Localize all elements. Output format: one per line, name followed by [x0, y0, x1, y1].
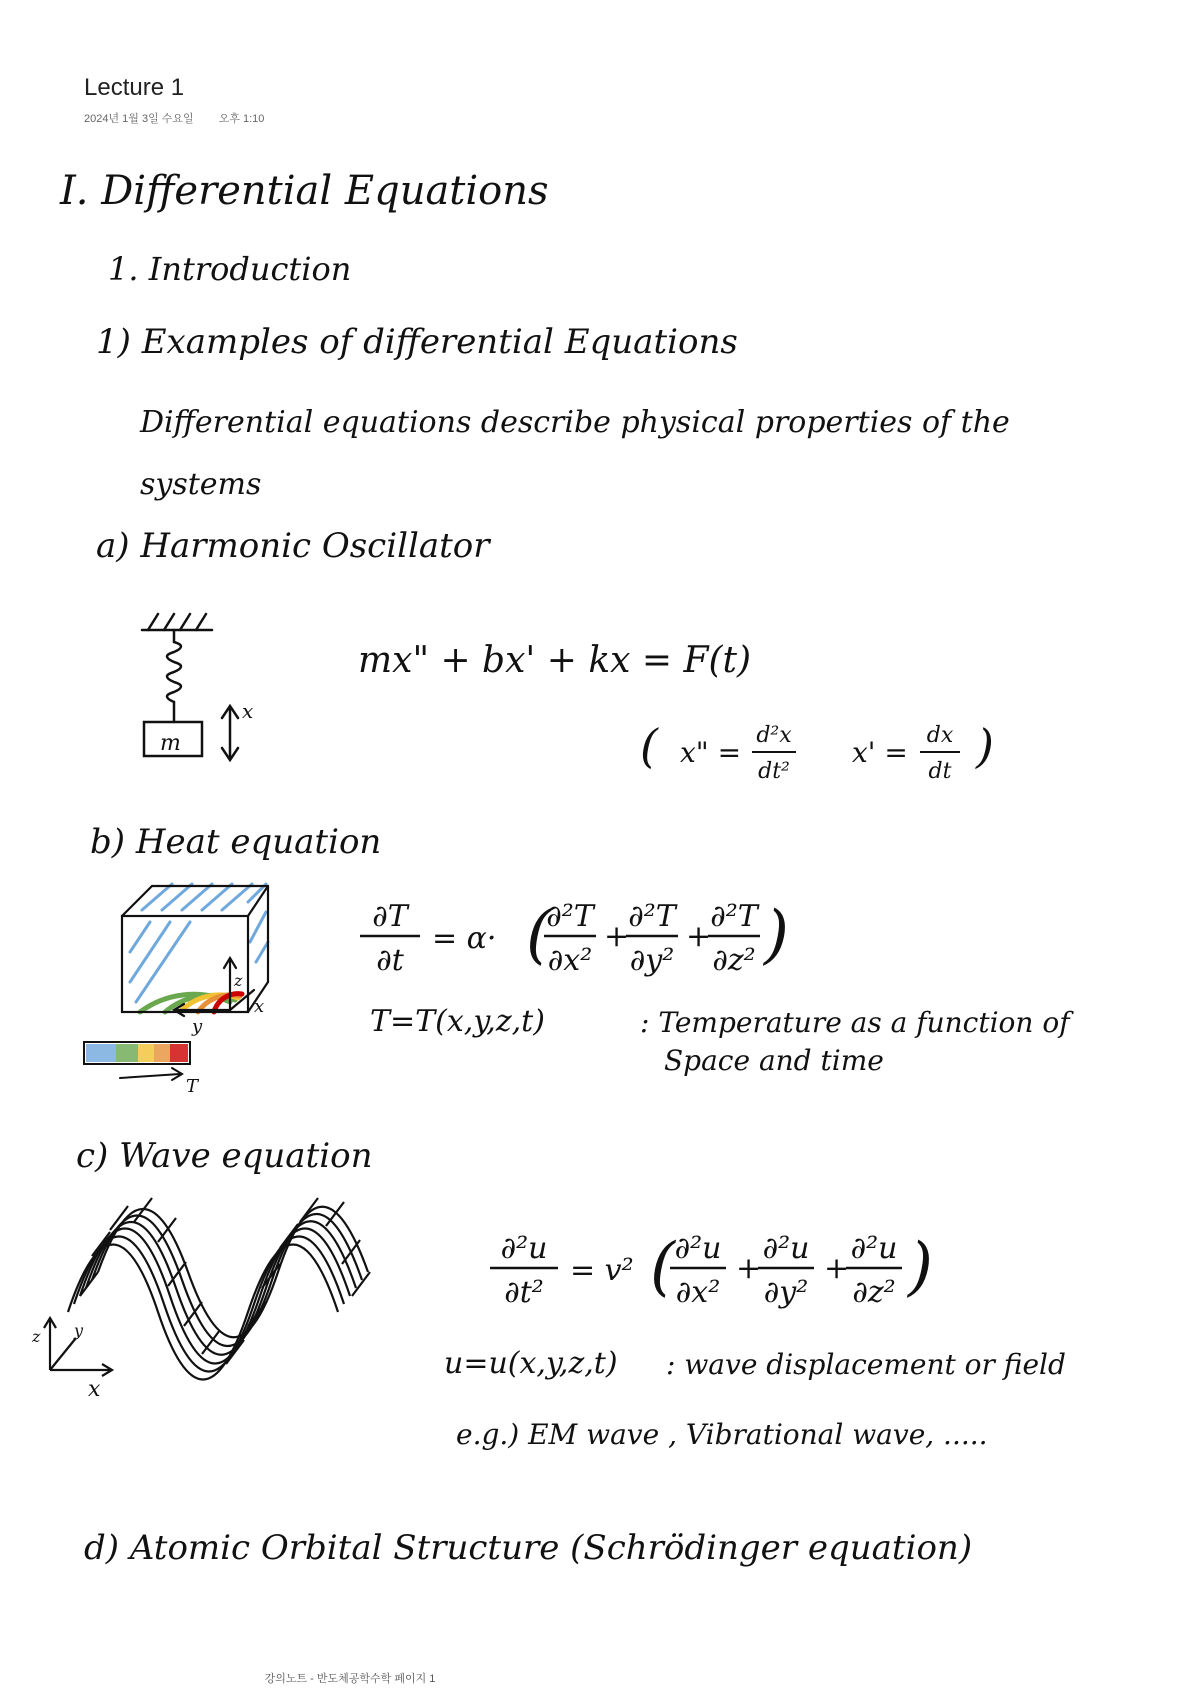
axis-y-label: y [192, 1016, 203, 1037]
heat-t2-den: ∂y² [629, 943, 675, 978]
heat-description-line1: : Temperature as a function of [640, 1006, 1070, 1039]
svg-text:+: + [604, 919, 630, 954]
axis-x-label: x [242, 699, 254, 723]
wave-lhs-den: ∂t² [504, 1275, 544, 1310]
spring-mass-diagram [130, 600, 270, 770]
chapter-heading: I. Differential Equations [60, 168, 549, 214]
heat-lhs-den: ∂t [376, 943, 404, 978]
cube-edge-tl [122, 886, 152, 916]
heat-t3-num: ∂²T [710, 899, 758, 934]
svg-text:+: + [686, 919, 712, 954]
svg-text:): ) [764, 898, 789, 972]
hatch-4 [196, 614, 206, 630]
wave-description: : wave displacement or field [666, 1348, 1066, 1381]
page-footer: 강의노트 - 반도체공학수학 페이지 1 [264, 1673, 436, 1685]
wave-equation [480, 1214, 1000, 1324]
wave-axis-y-label: y [74, 1321, 84, 1340]
heat-definition: T=T(x,y,z,t) [370, 1004, 545, 1039]
wave-mesh [68, 1198, 370, 1380]
wave-surface-diagram [30, 1186, 400, 1406]
heat-t2-num: ∂²T [628, 899, 676, 934]
wave-t1-num: ∂²u [674, 1231, 722, 1266]
heat-t1-num: ∂²T [546, 899, 594, 934]
x1-lhs: x' = [852, 736, 908, 769]
heat-heading: b) Heat equation [90, 822, 382, 862]
wave-t1-den: ∂x² [675, 1275, 721, 1310]
x1-denominator: dt [928, 759, 952, 784]
subsection-heading: 1) Examples of differential Equations [96, 322, 738, 362]
heat-equation [350, 882, 830, 992]
harmonic-heading: a) Harmonic Oscillator [96, 526, 490, 566]
time-text: 오후 1:10 [218, 113, 265, 125]
wave-heading: c) Wave equation [76, 1136, 373, 1176]
wave-axis-z-label: z [32, 1327, 41, 1346]
heat-equals-alpha: = α· [432, 921, 497, 956]
hatch-3 [180, 614, 190, 630]
scale-label: T [186, 1076, 199, 1097]
x2-denominator: dt² [758, 759, 790, 784]
svg-text:): ) [908, 1230, 933, 1304]
atomic-heading: d) Atomic Orbital Structure (Schrödinger equation) [84, 1528, 973, 1568]
x1-numerator: dx [926, 723, 954, 748]
section-heading: 1. Introduction [108, 250, 352, 288]
hatch-1 [148, 614, 158, 630]
x2-numerator: d²x [756, 723, 792, 748]
wave-axis-x-label: x [88, 1377, 101, 1402]
mass-label: m [160, 731, 181, 756]
svg-text:+: + [824, 1251, 850, 1286]
wave-t2-num: ∂²u [762, 1231, 810, 1266]
date-text: 2024년 1월 3일 수요일 [84, 113, 194, 125]
wave-t2-den: ∂y² [763, 1275, 809, 1310]
wave-t3-num: ∂²u [850, 1231, 898, 1266]
wave-examples: e.g.) EM wave , Vibrational wave, ..... [456, 1418, 988, 1451]
wave-equals-v: = v² [570, 1253, 634, 1288]
spring-coil [167, 642, 181, 702]
page-timestamp [84, 110, 286, 126]
wave-definition: u=u(x,y,z,t) [444, 1346, 618, 1381]
oscillator-equation: mx" + bx' + kx = F(t) [358, 640, 752, 681]
axis-z-label: z [234, 971, 243, 990]
wave-t3-den: ∂z² [852, 1275, 896, 1310]
hatch-2 [164, 614, 174, 630]
temperature-scale-bar [84, 1042, 190, 1080]
axis-x-label: x [254, 996, 265, 1017]
close-paren: ) [976, 719, 994, 773]
x2-lhs: x" = [680, 736, 742, 769]
heat-lhs-num: ∂T [372, 899, 408, 934]
open-paren: ( [640, 719, 658, 773]
heat-description-line2: Space and time [664, 1044, 884, 1077]
wave-lhs-num: ∂²u [500, 1231, 548, 1266]
heat-t3-den: ∂z² [712, 943, 756, 978]
page-title: Lecture 1 [84, 74, 185, 101]
svg-text:+: + [736, 1251, 762, 1286]
derivative-definitions [640, 706, 1010, 796]
intro-paragraph: Differential equations describe physical properties of the systems [140, 405, 1010, 502]
heat-t1-den: ∂x² [547, 943, 593, 978]
heat-cube-diagram [80, 872, 300, 1102]
svg-text:(: ( [526, 898, 551, 972]
svg-text:(: ( [650, 1230, 675, 1304]
